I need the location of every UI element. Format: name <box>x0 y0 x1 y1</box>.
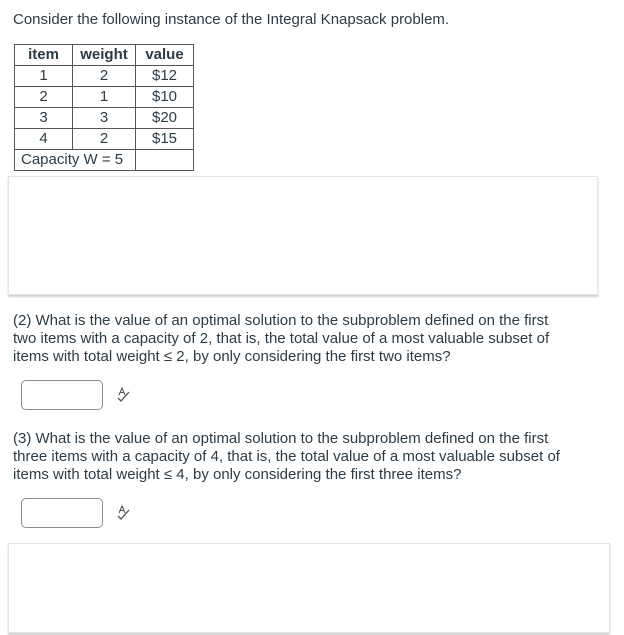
spellcheck-icon[interactable] <box>116 504 132 522</box>
cell-item: 1 <box>15 66 73 87</box>
table-header-row <box>15 45 194 66</box>
cell-weight: 2 <box>73 66 136 87</box>
knapsack-table <box>14 44 194 171</box>
question-3 <box>13 430 603 484</box>
question-3-line-3: items with total weight ≤ 4, by only considering the first three items? <box>13 466 462 483</box>
table-row <box>15 108 194 129</box>
cell-item: 3 <box>15 108 73 129</box>
question-3-line-1: (3) What is the value of an optimal solution to the subproblem defined on the first <box>13 430 549 447</box>
capacity-cell: Capacity W = 5 <box>15 150 136 171</box>
cell-value: $20 <box>136 108 194 129</box>
table-row <box>15 129 194 150</box>
header-item: item <box>15 45 73 66</box>
cell-weight: 1 <box>73 87 136 108</box>
table-row <box>15 66 194 87</box>
table-row <box>15 87 194 108</box>
question-2-line-3: items with total weight ≤ 2, by only considering the first two items? <box>13 348 451 365</box>
question-2-line-2: two items with a capacity of 2, that is, the total value of a most valuable subset of <box>13 330 550 347</box>
problem-intro: Consider the following instance of the Integral Knapsack problem. <box>13 11 450 28</box>
cell-value: $10 <box>136 87 194 108</box>
question-2 <box>13 312 603 366</box>
header-value: value <box>136 45 194 66</box>
response-panel-bottom <box>8 543 610 633</box>
answer-input-q2[interactable] <box>21 380 103 410</box>
question-2-line-1: (2) What is the value of an optimal solution to the subproblem defined on the first <box>13 312 549 329</box>
empty-cell <box>136 150 194 171</box>
cell-value: $12 <box>136 66 194 87</box>
cell-item: 2 <box>15 87 73 108</box>
spellcheck-icon[interactable] <box>116 386 132 404</box>
capacity-row <box>15 150 194 171</box>
answer-input-q3[interactable] <box>21 498 103 528</box>
question-3-line-2: three items with a capacity of 4, that is, the total value of a most valuable subset of <box>13 448 560 465</box>
header-weight: weight <box>73 45 136 66</box>
cell-item: 4 <box>15 129 73 150</box>
cell-weight: 3 <box>73 108 136 129</box>
cell-weight: 2 <box>73 129 136 150</box>
response-panel-top <box>8 176 598 295</box>
cell-value: $15 <box>136 129 194 150</box>
